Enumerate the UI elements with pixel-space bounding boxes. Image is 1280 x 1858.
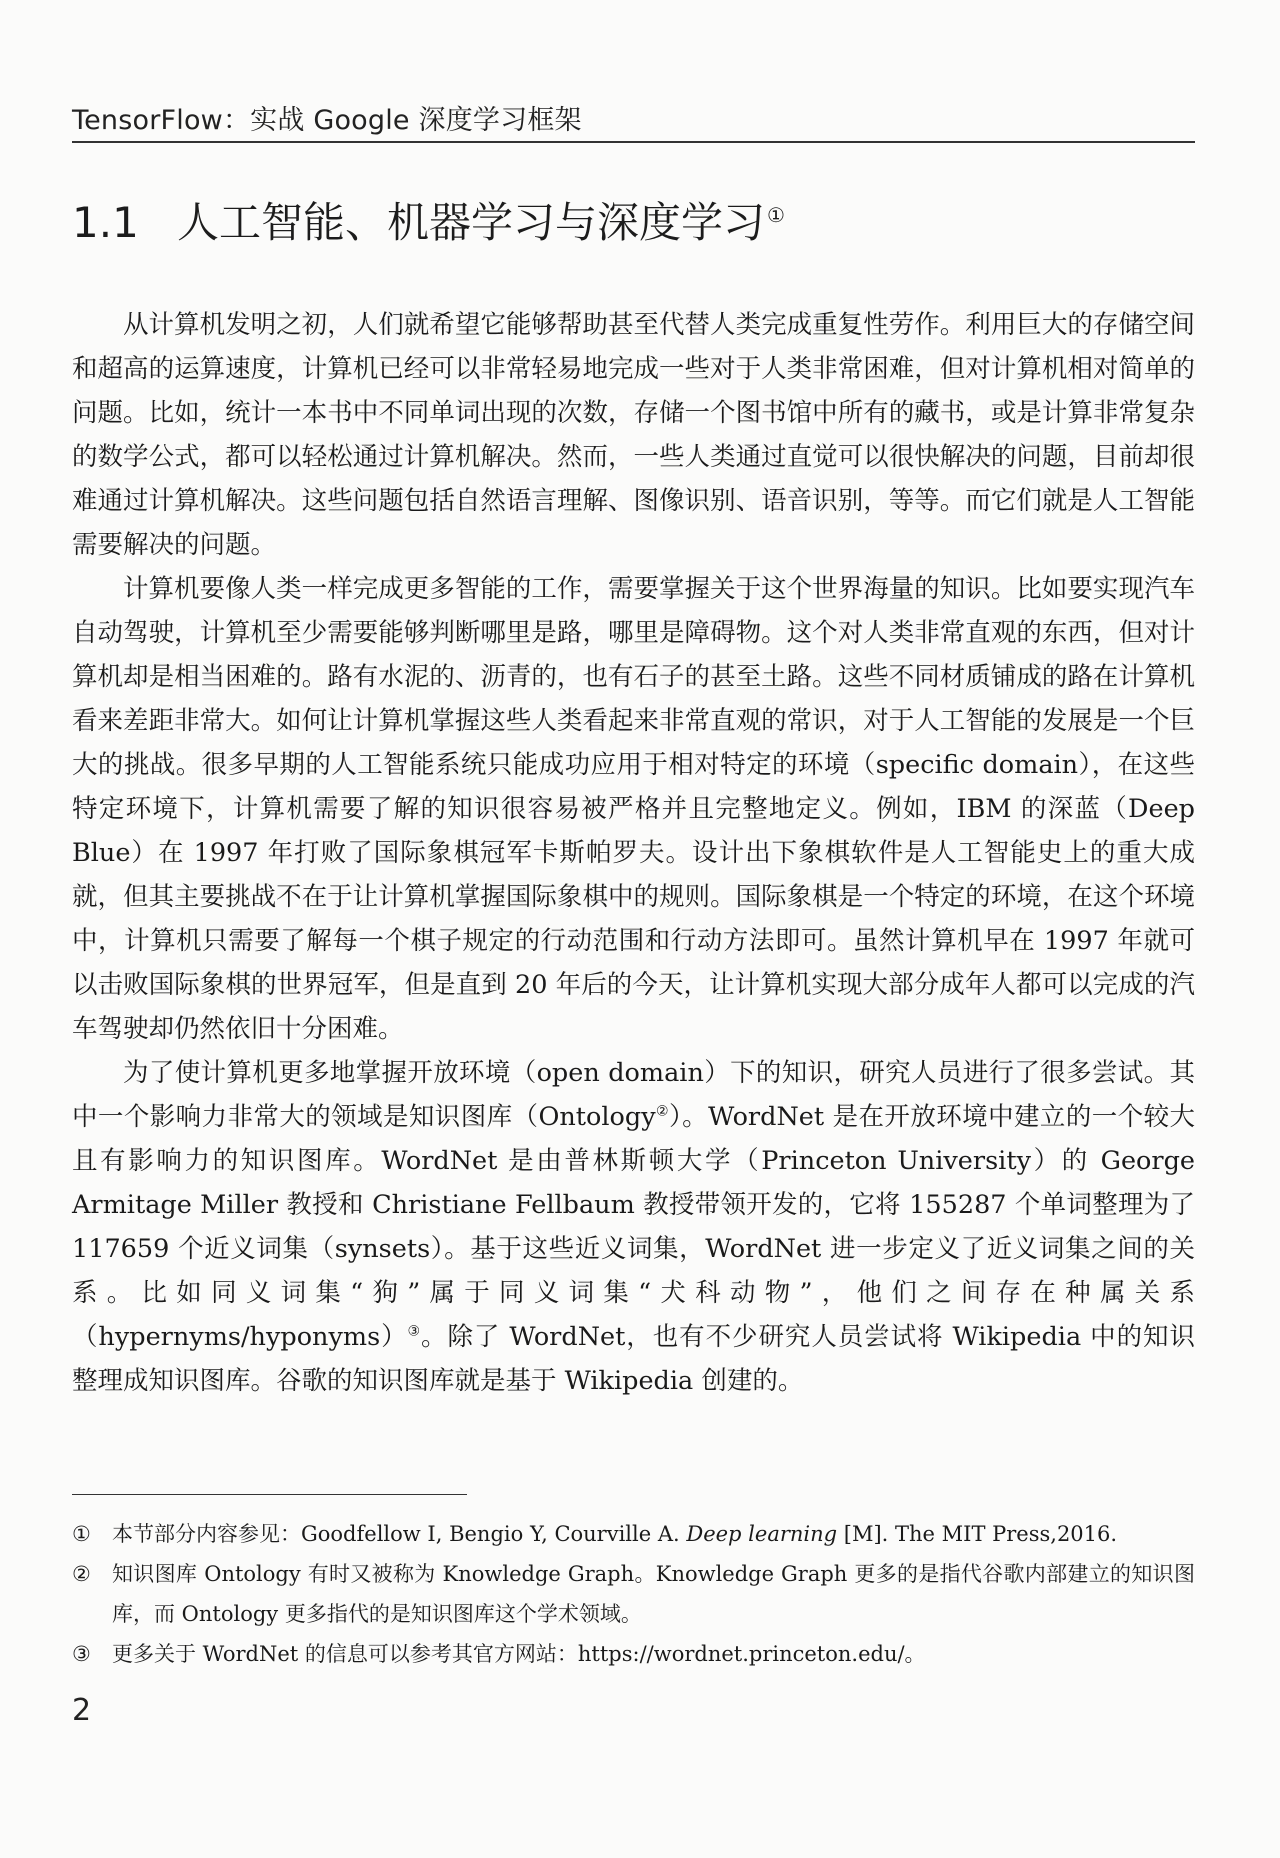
header-rule	[72, 141, 1195, 143]
footnotes	[72, 1514, 1195, 1674]
footnote-1-italic: Deep learning	[686, 1522, 838, 1546]
section-title	[72, 190, 785, 250]
section-title-text: 人工智能、机器学习与深度学习	[177, 198, 766, 247]
footnote-1-pre: 本节部分内容参见：Goodfellow I, Bengio Y, Courville A.	[112, 1522, 687, 1546]
footnote-ref-2[interactable]: ②	[655, 1103, 670, 1120]
paragraph-2: 计算机要像人类一样完成更多智能的工作，需要掌握关于这个世界海量的知识。比如要实现汽车自动驾驶，计算机至少需要能够判断哪里是路，哪里是障碍物。这个对人类非常直观的东西，但对计算机却是相当困难的。路有水泥的、沥青的，也有石子的甚至土路。这些不同材质铺成的路在计算机看来差距非常大。如何让计算机掌握这些人类看起来非常直观的常识，对于人工智能的发展是一个巨大的挑战。很多早期的人工智能系统只能成功应用于相对特定的环境（specific domain），在这些特定环境下，计算机需要了解的知识很容易被严格并且完整地定义。例如，IBM 的深蓝（Deep Blue）在 1997 年打败了国际象棋冠军卡斯帕罗夫。设计出下象棋软件是人工智能史上的重大成就，但其主要挑战不在于让计算机掌握国际象棋中的规则。国际象棋是一个特定的环境，在这个环境中，计算机只需要了解每一个棋子规定的行动范围和行动方法即可。虽然计算机早在 1997 年就可以击败国际象棋的世界冠军，但是直到 20 年后的今天，让计算机实现大部分成年人都可以完成的汽车驾驶却仍然依旧十分困难。	[72, 574, 1195, 1044]
paragraph-3-part-2: ）。WordNet 是在开放环境中建立的一个较大且有影响力的知识图库。WordNet 是由普林斯顿大学（Princeton University）的 George Armitage Miller 教授和 Christiane Fellbaum 教授带领开发的，它将 155287 个单词整理为了 117659 个近义词集（synsets）。基于这些近义词集，WordNet 进一步定义了近义词集之间的关系。比如同义词集“狗”属于同义词集“犬科动物”，他们之间存在种属关系（hypernyms/hyponyms）	[72, 1102, 1195, 1352]
footnote-text: 更多关于 WordNet 的信息可以参考其官方网站：https://wordnet.princeton.edu/。	[112, 1642, 926, 1666]
running-header: TensorFlow：实战 Google 深度学习框架	[72, 105, 582, 136]
paragraph-1: 从计算机发明之初，人们就希望它能够帮助甚至代替人类完成重复性劳作。利用巨大的存储空间和超高的运算速度，计算机已经可以非常轻易地完成一些对于人类非常困难，但对计算机相对简单的问题。比如，统计一本书中不同单词出现的次数，存储一个图书馆中所有的藏书，或是计算非常复杂的数学公式，都可以轻松通过计算机解决。然而，一些人类通过直觉可以很快解决的问题，目前却很难通过计算机解决。这些问题包括自然语言理解、图像识别、语音识别，等等。而它们就是人工智能需要解决的问题。	[72, 310, 1195, 560]
footnote-text	[112, 1514, 1195, 1554]
footnote-3	[72, 1634, 1195, 1674]
paragraph-3-part-1: 为了使计算机更多地掌握开放环境（open domain）下的知识，研究人员进行了很多尝试。其中一个影响力非常大的领域是知识图库（Ontology	[72, 1058, 1195, 1132]
section-number: 1.1	[72, 198, 139, 247]
section-footnote-ref[interactable]: ①	[767, 203, 785, 227]
footnote-1	[72, 1514, 1195, 1554]
footnote-mark: ③	[72, 1642, 91, 1666]
footnote-mark: ②	[72, 1562, 91, 1586]
footnote-text: 知识图库 Ontology 有时又被称为 Knowledge Graph。Knowledge Graph 更多的是指代谷歌内部建立的知识图库，而 Ontology 更多指代的是知识图库这个学术领域。	[112, 1562, 1195, 1626]
footnote-ref-3[interactable]: ③	[407, 1323, 422, 1340]
page-number: 2	[72, 1693, 92, 1728]
paragraph-3	[72, 1051, 1195, 1403]
paragraph-3-part-3: 。除了 WordNet，也有不少研究人员尝试将 Wikipedia 中的知识整理成知识图库。谷歌的知识图库就是基于 Wikipedia 创建的。	[72, 1322, 1195, 1396]
footnote-rule	[72, 1494, 467, 1495]
footnote-mark: ①	[72, 1522, 91, 1546]
footnote-2	[72, 1554, 1195, 1634]
footnote-1-post: [M]. The MIT Press,2016.	[837, 1522, 1118, 1546]
body-text	[72, 303, 1195, 1403]
